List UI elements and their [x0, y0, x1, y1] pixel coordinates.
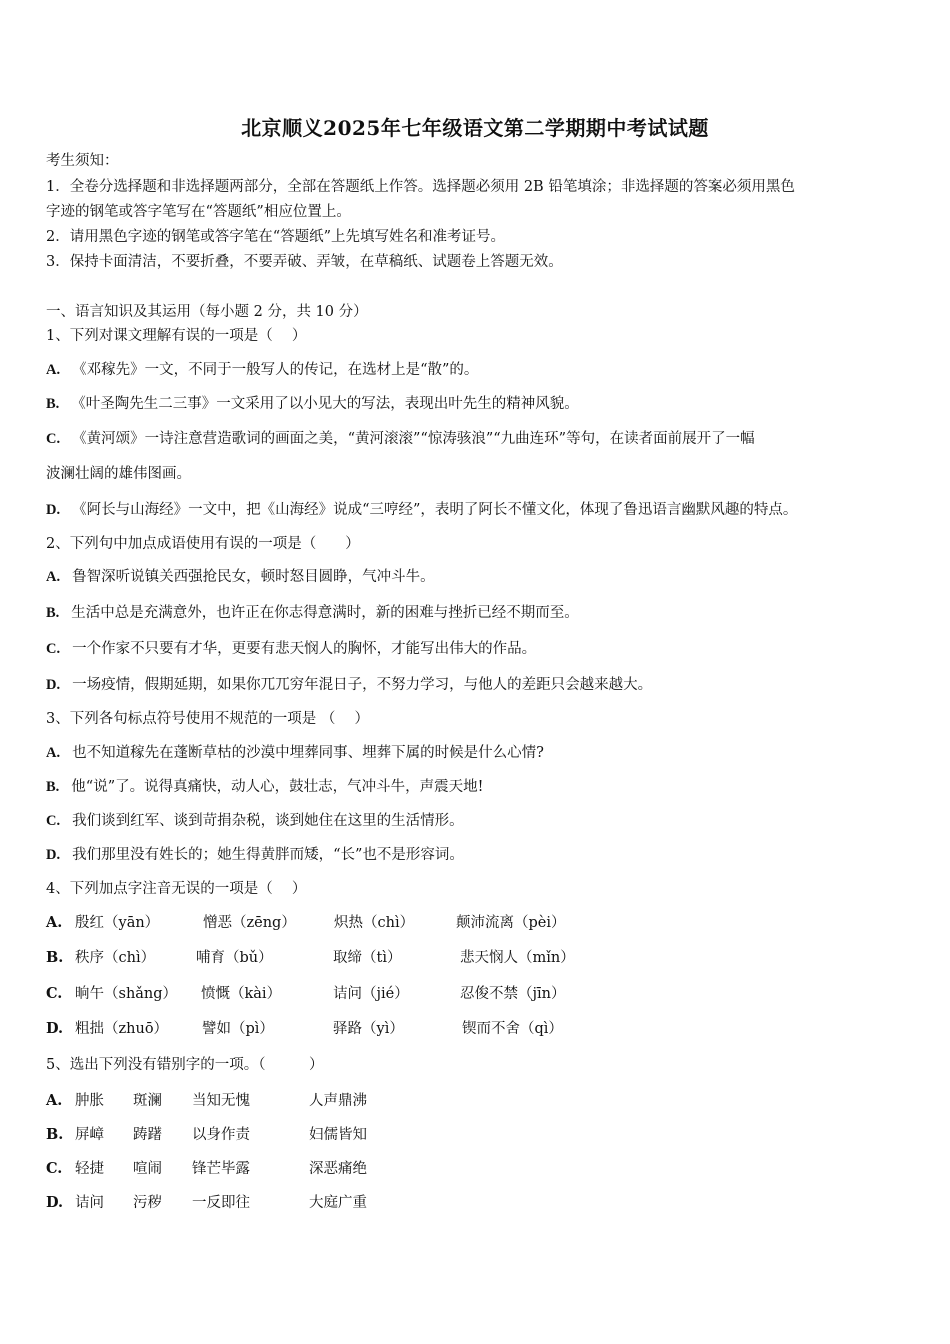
option-letter: C.	[46, 431, 61, 447]
option-term: 以身作责	[192, 1127, 250, 1143]
option-term: 当知无愧	[192, 1093, 250, 1109]
option-term: 炽热（chì）	[334, 915, 415, 931]
option-letter: C.	[46, 1160, 63, 1177]
option-term: 妇儒皆知	[309, 1127, 367, 1143]
notice-item-1: 1．全卷分选择题和非选择题两部分，全部在答题纸上作答。选择题必须用 2B 铅笔填涂；非选择题的答案必须用黑色	[46, 179, 795, 195]
notice-item-3: 3．保持卡面清洁，不要折叠，不要弄破、弄皱，在草稿纸、试题卷上答题无效。	[46, 254, 563, 270]
option-text: 《邓稼先》一文，不同于一般写人的传记，在选材上是“散”的。	[72, 362, 479, 378]
option-term: 锲而不舍（qì）	[462, 1021, 563, 1037]
q4-stem: 4、下列加点字注音无误的一项是（ ）	[46, 881, 307, 897]
q3-stem: 3、下列各句标点符号使用不规范的一项是 （ ）	[46, 711, 369, 727]
option-term: 悲天悯人（mǐn）	[460, 950, 575, 966]
q3-option-c	[46, 811, 464, 831]
page-title: 北京顺义2025年七年级语文第二学期期中考试试题	[241, 116, 709, 140]
option-text: 我们谈到红军、谈到苛捐杂税，谈到她住在这里的生活情形。	[72, 813, 464, 829]
q1-option-c-cont: 波澜壮阔的雄伟图画。	[46, 466, 191, 482]
option-term: 殷红（yān）	[75, 915, 160, 931]
option-letter: D.	[46, 502, 61, 518]
option-letter: D.	[46, 1020, 64, 1037]
option-term: 驿路（yì）	[333, 1021, 404, 1037]
option-letter: A.	[46, 914, 63, 931]
q1-option-a	[46, 360, 478, 380]
option-text: 生活中总是充满意外，也许正在你志得意满时，新的困难与挫折已经不期而至。	[71, 605, 579, 621]
option-term: 肿胀	[75, 1093, 104, 1109]
q2-option-d	[46, 675, 652, 695]
option-text: 《叶圣陶先生二三事》一文采用了以小见大的写法，表现出叶先生的精神风貌。	[71, 396, 579, 412]
option-letter: D.	[46, 1194, 64, 1211]
option-letter: C.	[46, 813, 61, 829]
option-term: 污秽	[133, 1195, 162, 1211]
option-term: 喧闹	[133, 1161, 162, 1177]
option-term: 轻捷	[75, 1161, 104, 1177]
option-letter: A.	[46, 1092, 63, 1109]
option-term: 哺育（bǔ）	[196, 950, 273, 966]
option-term: 譬如（pì）	[202, 1021, 274, 1037]
q1-stem: 1、下列对课文理解有误的一项是（ ）	[46, 328, 307, 344]
option-letter: B.	[46, 1126, 64, 1143]
option-letter: D.	[46, 847, 61, 863]
option-letter: B.	[46, 396, 60, 412]
option-letter: B.	[46, 949, 64, 966]
q3-option-a	[46, 743, 544, 763]
q2-option-b	[46, 603, 579, 623]
option-letter: D.	[46, 677, 61, 693]
option-term: 取缔（tì）	[333, 950, 402, 966]
option-term: 诘问（jié）	[333, 986, 409, 1002]
q3-option-d	[46, 845, 464, 865]
option-text: 他“说”了。说得真痛快，动人心，鼓壮志，气冲斗牛，声震天地!	[71, 779, 484, 795]
q1-option-c	[46, 429, 755, 449]
option-term: 深恶痛绝	[309, 1161, 367, 1177]
q3-option-b	[46, 777, 483, 797]
notice-heading: 考生须知：	[46, 153, 119, 169]
q1-option-b	[46, 394, 579, 414]
option-term: 大庭广重	[309, 1195, 367, 1211]
section-heading: 一、语言知识及其运用（每小题 2 分，共 10 分）	[46, 304, 368, 320]
option-text: 一个作家不只要有才华，更要有悲天悯人的胸怀，才能写出伟大的作品。	[72, 641, 537, 657]
option-letter: A.	[46, 745, 61, 761]
option-letter: B.	[46, 779, 60, 795]
option-letter: C.	[46, 985, 63, 1002]
option-term: 一反即往	[192, 1195, 250, 1211]
option-term: 人声鼎沸	[309, 1093, 367, 1109]
option-term: 诘问	[75, 1195, 104, 1211]
q1-option-d	[46, 500, 797, 520]
option-term: 屏嶂	[75, 1127, 104, 1143]
notice-item-2: 2．请用黑色字迹的钢笔或答字笔在“答题纸”上先填写姓名和准考证号。	[46, 229, 506, 245]
option-text: 我们那里没有姓长的；她生得黄胖而矮，“长”也不是形容词。	[72, 847, 464, 863]
q5-stem: 5、选出下列没有错别字的一项。（ ）	[46, 1057, 324, 1073]
option-term: 愤慨（kài）	[201, 986, 282, 1002]
option-term: 憎恶（zēng）	[203, 915, 296, 931]
option-term: 忍俊不禁（jīn）	[460, 986, 566, 1002]
option-term: 秩序（chì）	[75, 950, 156, 966]
q2-option-c	[46, 639, 536, 659]
option-term: 粗拙（zhuō）	[75, 1021, 169, 1037]
option-text: 也不知道稼先在蓬断草枯的沙漠中埋葬同事、埋葬下属的时候是什么心情?	[72, 745, 544, 761]
option-letter: A.	[46, 362, 61, 378]
option-letter: B.	[46, 605, 60, 621]
q2-option-a	[46, 567, 435, 587]
option-text: 鲁智深听说镇关西强抢民女，顿时怒目圆睁，气冲斗牛。	[72, 569, 435, 585]
option-term: 颠沛流离（pèi）	[456, 915, 566, 931]
notice-item-1-cont: 字迹的钢笔或答字笔写在“答题纸”相应位置上。	[46, 204, 351, 220]
option-term: 斑澜	[133, 1093, 162, 1109]
option-text: 一场疫情，假期延期，如果你兀兀穷年混日子，不努力学习，与他人的差距只会越来越大。	[72, 677, 653, 693]
option-term: 踌躇	[133, 1127, 162, 1143]
option-text: 《黄河颂》一诗注意营造歌词的画面之美，“黄河滚滚”“惊涛骇浪”“九曲连环”等句，在读者面前展开了一幅	[72, 431, 755, 447]
option-term: 锋芒毕露	[192, 1161, 250, 1177]
option-letter: A.	[46, 569, 61, 585]
option-letter: C.	[46, 641, 61, 657]
option-term: 晌午（shǎng）	[75, 986, 178, 1002]
q2-stem: 2、下列句中加点成语使用有误的一项是（ ）	[46, 536, 360, 552]
option-text: 《阿长与山海经》一文中，把《山海经》说成“三哼经”，表明了阿长不懂文化，体现了鲁迅语言幽默风趣的特点。	[72, 502, 798, 518]
